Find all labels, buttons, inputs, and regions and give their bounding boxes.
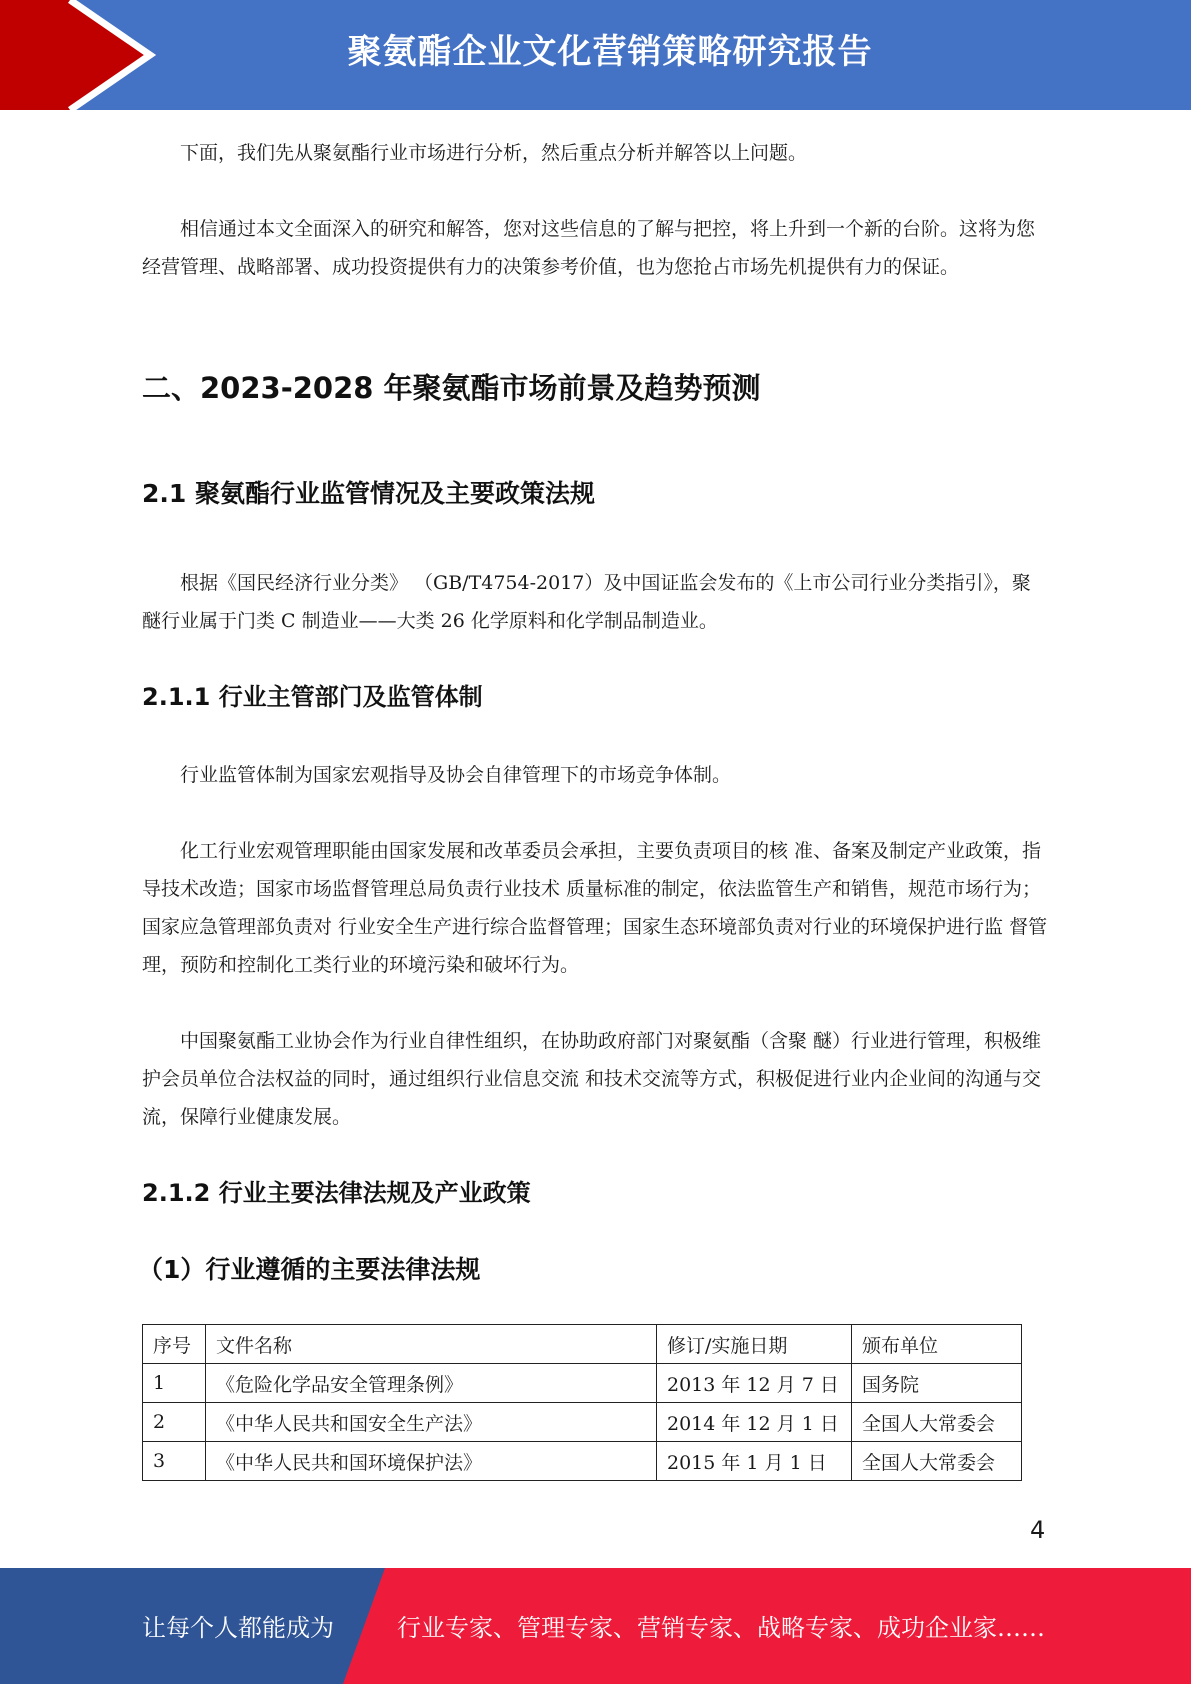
column-header-date: 修订/实施日期 (657, 1325, 852, 1364)
column-header-document: 文件名称 (206, 1325, 657, 1364)
column-header-issuer: 颁布单位 (852, 1325, 1022, 1364)
table-cell-date: 2015 年 1 月 1 日 (657, 1442, 852, 1481)
footer-slogan-left: 让每个人都能成为 (142, 1614, 334, 1642)
laws-table (142, 1324, 1022, 1481)
paragraph-belief: 相信通过本文全面深入的研究和解答，您对这些信息的了解与把控，将上升到一个新的台阶。这将为您经营管理、战略部署、成功投资提供有力的决策参考价值，也为您抢占市场先机提供有力的保证。 (142, 218, 1036, 278)
table-cell-document: 《中华人民共和国安全生产法》 (206, 1403, 657, 1442)
table-cell-issuer: 全国人大常委会 (852, 1442, 1022, 1481)
section-heading: 二、2023-2028 年聚氨酯市场前景及趋势预测 (142, 371, 761, 405)
table-header-row (143, 1325, 1022, 1364)
page-number: 4 (1030, 1516, 1046, 1544)
table-cell-document: 《中华人民共和国环境保护法》 (206, 1442, 657, 1481)
page-footer (0, 1568, 1191, 1684)
paragraph-system: 行业监管体制为国家宏观指导及协会自律管理下的市场竞争体制。 (180, 764, 732, 786)
table-cell-index: 1 (143, 1364, 206, 1403)
column-header-index: 序号 (143, 1325, 206, 1364)
paragraph-association: 中国聚氨酯工业协会作为行业自律性组织，在协助政府部门对聚氨酯（含聚 醚）行业进行管理，积极维护会员单位合法权益的同时，通过组织行业信息交流 和技术交流等方式，积极促进行业内企业间的沟通与交流，保障行业健康发展。 (142, 1030, 1042, 1128)
table-cell-issuer: 全国人大常委会 (852, 1403, 1022, 1442)
paragraph-classification: 根据《国民经济行业分类》 （GB/T4754-2017）及中国证监会发布的《上市公司行业分类指引》，聚醚行业属于门类 C 制造业——大类 26 化学原料和化学制品制造业。 (142, 572, 1031, 632)
header-arrow-icon (0, 0, 160, 110)
header-title: 聚氨酯企业文化营销策略研究报告 (347, 32, 873, 72)
table-row (143, 1403, 1022, 1442)
subsubsection-heading-regulators: 2.1.1 行业主管部门及监管体制 (142, 683, 483, 711)
table-cell-index: 3 (143, 1442, 206, 1481)
paragraph-macro-management: 化工行业宏观管理职能由国家发展和改革委员会承担，主要负责项目的核 准、备案及制定产业政策，指导技术改造；国家市场监督管理总局负责行业技术 质量标准的制定，依法监管生产和销售，规范市场行为；国家应急管理部负责对 行业安全生产进行综合监督管理；国家生态环境部负责对行业的环境保护进行监 督管理，预防和控制化工类行业的环境污染和破坏行为。 (142, 840, 1048, 976)
table-cell-issuer: 国务院 (852, 1364, 1022, 1403)
paragraph-intro: 下面，我们先从聚氨酯行业市场进行分析，然后重点分析并解答以上问题。 (180, 142, 808, 164)
page-header (0, 0, 1191, 110)
table-row (143, 1442, 1022, 1481)
table-cell-document: 《危险化学品安全管理条例》 (206, 1364, 657, 1403)
subsection-heading: 2.1 聚氨酯行业监管情况及主要政策法规 (142, 479, 595, 508)
laws-list-heading: （1）行业遵循的主要法律法规 (138, 1255, 481, 1284)
table-cell-index: 2 (143, 1403, 206, 1442)
table-row (143, 1364, 1022, 1403)
subsubsection-heading-laws: 2.1.2 行业主要法律法规及产业政策 (142, 1179, 531, 1207)
table-cell-date: 2014 年 12 月 1 日 (657, 1403, 852, 1442)
footer-slogan-right: 行业专家、管理专家、营销专家、战略专家、成功企业家…… (397, 1614, 1045, 1642)
table-cell-date: 2013 年 12 月 7 日 (657, 1364, 852, 1403)
